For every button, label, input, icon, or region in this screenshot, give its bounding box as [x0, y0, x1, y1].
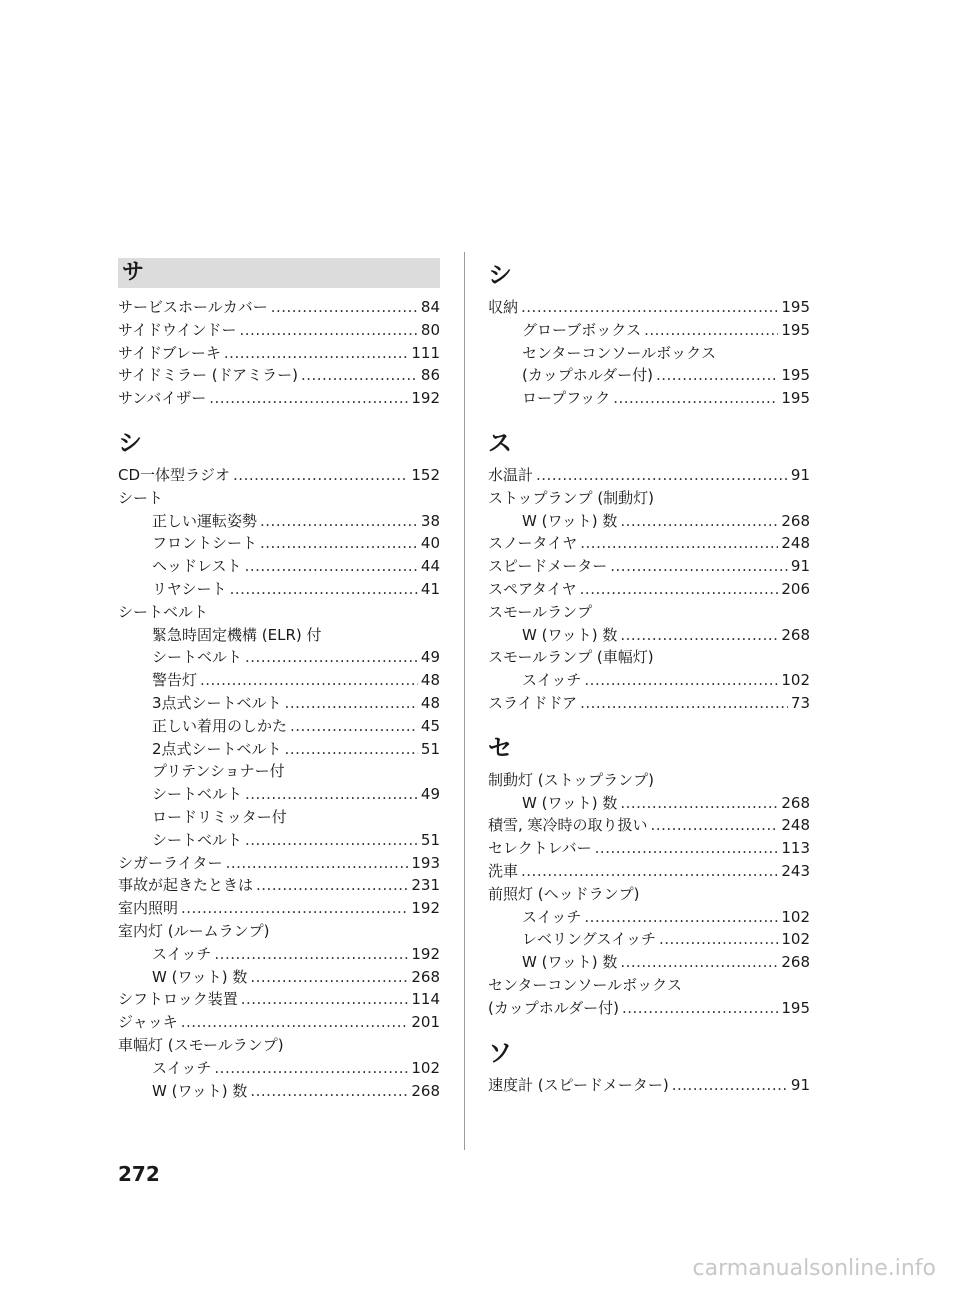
index-entry	[488, 997, 810, 1020]
index-entry	[488, 692, 810, 715]
dot-leader	[285, 738, 418, 761]
index-entry	[488, 296, 810, 319]
dot-leader	[181, 1011, 409, 1034]
entry-page-number: 268	[781, 625, 810, 644]
entry-label: スピードメーター	[488, 557, 608, 576]
index-entry	[488, 769, 810, 792]
index-entry	[118, 943, 440, 966]
index-entry	[488, 837, 810, 860]
entry-label: 速度計 (スピードメーター)	[488, 1075, 669, 1094]
index-entry	[118, 738, 440, 761]
entry-page-number: 195	[781, 366, 810, 385]
section-heading: シ	[488, 261, 512, 289]
index-entry	[118, 1080, 440, 1103]
index-entry	[488, 860, 810, 883]
index-entry	[118, 1034, 440, 1057]
dot-leader	[651, 814, 779, 837]
index-entry	[118, 897, 440, 920]
dot-leader	[271, 296, 418, 319]
index-entry	[488, 464, 810, 487]
entry-page-number: 195	[781, 298, 810, 316]
dot-leader	[245, 646, 418, 669]
dot-leader	[260, 510, 418, 533]
dot-leader	[620, 792, 778, 815]
entry-label: センターコンソールボックス	[488, 975, 682, 994]
entry-label: CD一体型ラジオ	[118, 465, 231, 484]
dot-leader	[240, 319, 418, 342]
index-entry	[118, 1057, 440, 1080]
entry-page-number: 45	[420, 716, 440, 735]
entry-label: 事故が起きたときは	[118, 876, 254, 895]
dot-leader	[672, 1074, 788, 1097]
dot-leader	[595, 837, 779, 860]
entry-label: シートベルト	[152, 648, 243, 667]
index-section	[118, 258, 440, 410]
index-entry	[488, 974, 810, 997]
entry-label: (カップホルダー付)	[488, 998, 619, 1017]
index-entry	[118, 510, 440, 533]
index-entry	[488, 342, 810, 365]
index-entry	[118, 874, 440, 897]
entry-label: ストップランプ (制動灯)	[488, 488, 655, 507]
column-divider	[464, 252, 465, 1150]
entry-label: シートベルト	[152, 785, 243, 804]
entry-page-number: 84	[420, 298, 440, 316]
index-section	[118, 426, 440, 1102]
entry-page-number: 268	[411, 967, 440, 986]
index-entry	[118, 1011, 440, 1034]
dot-leader	[656, 364, 778, 387]
dot-leader	[285, 692, 418, 715]
index-entry	[118, 296, 440, 319]
entry-label: ジャッキ	[118, 1013, 178, 1032]
entry-page-number: 195	[781, 389, 810, 408]
index-entry	[118, 715, 440, 738]
index-entry	[488, 510, 810, 533]
index-section	[488, 731, 810, 1020]
entry-label: シガーライター	[118, 853, 223, 872]
section-heading: サ	[118, 258, 440, 288]
dot-leader	[245, 783, 418, 806]
entry-label: 正しい着用のしかた	[152, 716, 288, 735]
entry-label: サービスホールカバー	[118, 298, 268, 316]
index-entry	[118, 646, 440, 669]
entry-page-number: 243	[781, 861, 810, 880]
entry-page-number: 114	[411, 990, 440, 1009]
dot-leader	[521, 860, 778, 883]
entry-page-number: 152	[411, 465, 440, 484]
index-entry	[488, 387, 810, 410]
entry-page-number: 49	[420, 648, 440, 667]
index-entry	[118, 966, 440, 989]
entry-label: グローブボックス	[522, 320, 642, 339]
entry-page-number: 73	[790, 693, 810, 712]
entry-page-number: 206	[781, 579, 810, 598]
dot-leader	[610, 555, 788, 578]
entry-label: 3点式シートベルト	[152, 693, 282, 712]
index-entry	[118, 692, 440, 715]
dot-leader	[209, 387, 408, 410]
entry-page-number: 102	[781, 930, 810, 949]
entry-label: W (ワット) 数	[522, 793, 618, 812]
entry-page-number: 41	[420, 579, 440, 598]
section-heading: シ	[118, 428, 142, 457]
index-entry	[488, 601, 810, 624]
index-entry	[118, 364, 440, 387]
index-section	[488, 426, 810, 715]
dot-leader	[233, 464, 408, 487]
index-entry	[488, 883, 810, 906]
entry-label: 積雪, 寒冷時の取り扱い	[488, 816, 648, 835]
dot-leader	[620, 951, 778, 974]
index-entry	[118, 988, 440, 1011]
dot-leader	[230, 578, 418, 601]
entry-page-number: 91	[790, 1075, 810, 1094]
entry-label: セレクトレバー	[488, 839, 592, 858]
entry-page-number: 38	[420, 511, 440, 530]
index-entry	[118, 920, 440, 943]
entry-page-number: 51	[420, 739, 440, 758]
index-entry	[118, 669, 440, 692]
entry-label: リヤシート	[152, 579, 227, 598]
dot-leader	[224, 342, 408, 365]
entry-label: 室内照明	[118, 899, 179, 918]
entry-page-number: 91	[790, 557, 810, 576]
entry-page-number: 86	[420, 366, 440, 385]
index-entry	[488, 814, 810, 837]
dot-leader	[241, 988, 409, 1011]
index-entry	[488, 364, 810, 387]
entry-page-number: 268	[781, 953, 810, 972]
entry-page-number: 49	[420, 785, 440, 804]
dot-leader	[620, 624, 778, 647]
entry-page-number: 48	[420, 693, 440, 712]
index-entry	[488, 487, 810, 510]
entry-page-number: 113	[781, 839, 810, 858]
index-entry	[488, 578, 810, 601]
dot-leader	[521, 296, 778, 319]
entry-label: センターコンソールボックス	[522, 343, 716, 362]
entry-page-number: 195	[781, 998, 810, 1017]
section-heading: セ	[488, 733, 512, 762]
index-entry	[118, 852, 440, 875]
index-entry	[488, 792, 810, 815]
index-entry	[118, 319, 440, 342]
index-entry	[488, 319, 810, 342]
entry-label: 室内灯 (ルームランプ)	[118, 921, 270, 940]
entry-page-number: 231	[411, 876, 440, 895]
dot-leader	[245, 829, 418, 852]
index-entry	[118, 806, 440, 829]
entry-page-number: 268	[781, 511, 810, 530]
index-entry	[118, 487, 440, 510]
entry-page-number: 111	[411, 343, 440, 362]
index-entry	[488, 669, 810, 692]
index-column-right	[488, 258, 810, 1096]
entry-label: サイドミラー (ドアミラー)	[118, 366, 298, 385]
entry-page-number: 248	[781, 534, 810, 553]
entry-page-number: 192	[411, 944, 440, 963]
entry-page-number: 193	[411, 853, 440, 872]
entry-label: 2点式シートベルト	[152, 739, 282, 758]
dot-leader	[622, 997, 778, 1020]
entry-page-number: 102	[781, 907, 810, 926]
watermark: carmanualsonline.info	[692, 1256, 936, 1281]
dot-leader	[580, 578, 779, 601]
index-entry	[118, 342, 440, 365]
entry-label: W (ワット) 数	[152, 1081, 248, 1100]
dot-leader	[260, 532, 418, 555]
entry-label: スライドドア	[488, 693, 578, 712]
entry-label: 警告灯	[152, 671, 198, 690]
dot-leader	[644, 319, 778, 342]
dot-leader	[256, 874, 408, 897]
entry-label: W (ワット) 数	[522, 953, 618, 972]
index-entry	[118, 578, 440, 601]
entry-page-number: 40	[420, 534, 440, 553]
entry-label: スイッチ	[152, 1058, 212, 1077]
entry-label: スペアタイヤ	[488, 579, 577, 598]
index-entry	[118, 783, 440, 806]
entry-label: スイッチ	[522, 907, 582, 926]
entry-label: シフトロック装置	[118, 990, 238, 1009]
dot-leader	[290, 715, 418, 738]
entry-label: 正しい運転姿勢	[152, 511, 258, 530]
dot-leader	[214, 943, 408, 966]
dot-leader	[245, 555, 418, 578]
entry-page-number: 195	[781, 320, 810, 339]
index-entry	[488, 1074, 810, 1097]
index-entry	[488, 555, 810, 578]
entry-label: サンバイザー	[118, 389, 207, 408]
section-heading: ス	[488, 428, 512, 457]
entry-label: W (ワット) 数	[152, 967, 248, 986]
entry-page-number: 192	[411, 389, 440, 408]
entry-label: シートベルト	[118, 602, 209, 621]
dot-leader	[200, 669, 418, 692]
index-entry	[488, 532, 810, 555]
entry-page-number: 201	[411, 1013, 440, 1032]
entry-label: スノータイヤ	[488, 534, 578, 553]
index-entry	[118, 601, 440, 624]
dot-leader	[250, 1080, 408, 1103]
entry-page-number: 248	[781, 816, 810, 835]
entry-page-number: 102	[411, 1058, 440, 1077]
entry-label: シート	[118, 488, 164, 507]
dot-leader	[214, 1057, 408, 1080]
entry-page-number: 102	[781, 671, 810, 690]
index-entry	[118, 464, 440, 487]
entry-label: スモールランプ (車幅灯)	[488, 648, 654, 667]
entry-label: ロープフック	[522, 389, 611, 408]
index-entry	[488, 928, 810, 951]
dot-leader	[584, 669, 778, 692]
index-entry	[488, 624, 810, 647]
entry-label: スイッチ	[152, 944, 212, 963]
index-column-left	[118, 258, 440, 1102]
dot-leader	[301, 364, 418, 387]
dot-leader	[536, 464, 788, 487]
page-number: 272	[118, 1162, 160, 1186]
entry-page-number: 268	[411, 1081, 440, 1100]
section-heading: ソ	[488, 1038, 512, 1067]
index-section	[488, 1036, 810, 1097]
entry-page-number: 268	[781, 793, 810, 812]
entry-label: サイドウインドー	[118, 320, 237, 339]
entry-label: W (ワット) 数	[522, 625, 618, 644]
entry-label: 緊急時固定機構 (ELR) 付	[152, 625, 322, 644]
entry-label: ロードリミッター付	[152, 807, 287, 826]
entry-page-number: 91	[790, 465, 810, 484]
dot-leader	[659, 928, 778, 951]
entry-label: 水温計	[488, 465, 534, 484]
index-entry	[118, 555, 440, 578]
dot-leader	[620, 510, 778, 533]
entry-page-number: 192	[411, 899, 440, 918]
entry-label: サイドブレーキ	[118, 343, 221, 362]
entry-label: ヘッドレスト	[152, 557, 242, 576]
dot-leader	[584, 906, 778, 929]
dot-leader	[613, 387, 778, 410]
index-entry	[488, 906, 810, 929]
dot-leader	[250, 966, 408, 989]
index-entry	[488, 646, 810, 669]
entry-page-number: 48	[420, 671, 440, 690]
entry-page-number: 44	[420, 557, 440, 576]
entry-label: 収納	[488, 298, 519, 316]
index-entry	[118, 760, 440, 783]
entry-label: スイッチ	[522, 671, 582, 690]
entry-label: (カップホルダー付)	[522, 366, 653, 385]
entry-label: 車幅灯 (スモールランプ)	[118, 1035, 284, 1054]
entry-label: シートベルト	[152, 830, 243, 849]
entry-label: 前照灯 (ヘッドランプ)	[488, 884, 640, 903]
entry-label: プリテンショナー付	[152, 762, 285, 781]
entry-label: レベリングスイッチ	[522, 930, 656, 949]
index-entry	[118, 532, 440, 555]
index-entry	[118, 387, 440, 410]
index-entry	[118, 829, 440, 852]
entry-label: 洗車	[488, 861, 519, 880]
dot-leader	[580, 532, 778, 555]
entry-label: スモールランプ	[488, 602, 593, 621]
entry-page-number: 80	[420, 320, 440, 339]
entry-page-number: 51	[420, 830, 440, 849]
dot-leader	[226, 852, 409, 875]
entry-label: 制動灯 (ストップランプ)	[488, 770, 655, 789]
dot-leader	[181, 897, 408, 920]
index-entry	[488, 951, 810, 974]
dot-leader	[580, 692, 788, 715]
index-entry	[118, 624, 440, 647]
index-section	[488, 258, 810, 410]
entry-label: フロントシート	[152, 534, 258, 553]
entry-label: W (ワット) 数	[522, 511, 618, 530]
